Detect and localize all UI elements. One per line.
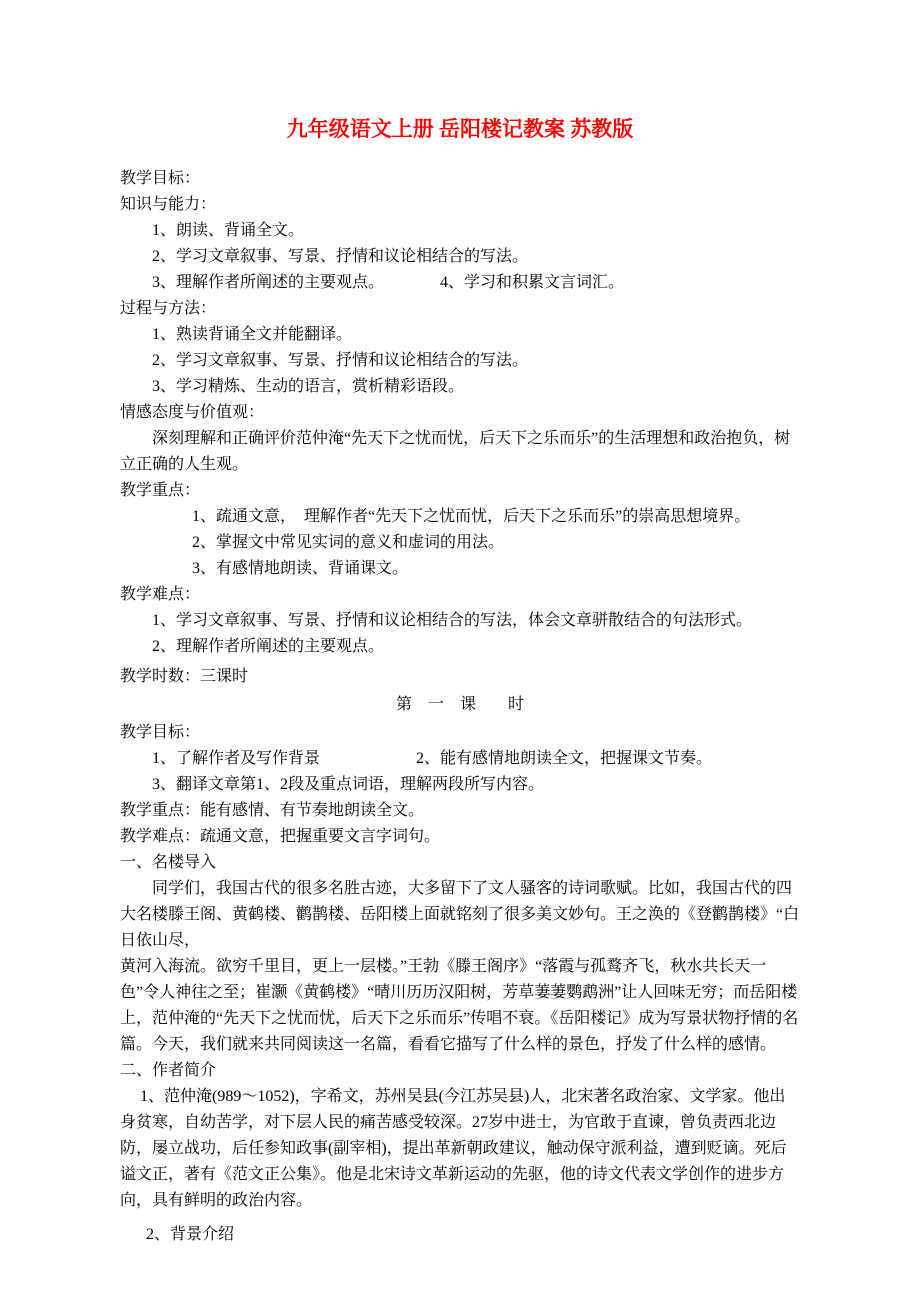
doc-line: 3、理解作者所阐述的主要观点。 4、学习和积累文言词汇。 — [152, 274, 625, 291]
doc-line: 2、学习文章叙事、写景、抒情和议论相结合的写法。 — [152, 352, 529, 369]
doc-line: 一、名楼导入 — [120, 854, 217, 871]
doc-line: 3、有感情地朗读、背诵课文。 — [192, 560, 409, 577]
doc-line: 2、学习文章叙事、写景、抒情和议论相结合的写法。 — [152, 248, 529, 265]
doc-line: 深刻理解和正确评价范仲淹“先天下之忧而忧，后天下之乐而乐”的生活理想和政治抱负，树立正确的人生观。 — [120, 430, 791, 473]
doc-line: 1、范仲淹(989～1052)，字希文，苏州吴县(今江苏吴县)人，北宋著名政治家、文学家。他出身贫寒，自幼苦学，对下层人民的痛苦感受较深。27岁中进士，为官敢于直谏，曾负责西北边防，屡立战功，后任参知政事(副宰相)，提出革新朝政建议，触动保守派利益，遭到贬谪。死后谥文正，著有《范文正公集》。他是北宋诗文革新运动的先驱，他的诗文代表文学创作的进步方向，具有鲜明的政治内容。 — [120, 1088, 787, 1209]
doc-line: 2、理解作者所阐述的主要观点。 — [152, 638, 385, 655]
doc-line: 1、朗读、背诵全文。 — [152, 222, 305, 239]
document-body — [120, 166, 800, 1248]
doc-line: 1、疏通文意， 理解作者“先天下之忧而忧，后天下之乐而乐”的崇高思想境界。 — [192, 508, 751, 525]
doc-line: 情感态度与价值观： — [120, 404, 265, 421]
doc-line: 2、掌握文中常见实词的意义和虚词的用法。 — [192, 534, 505, 551]
doc-line: 二、作者简介 — [120, 1062, 217, 1079]
doc-line: 教学难点：疏通文意，把握重要文言字词句。 — [120, 828, 441, 845]
doc-line: 黄河入海流。欲穷千里目，更上一层楼。”王勃《滕王阁序》“落霞与孤鹜齐飞，秋水共长天一色”令人神往之至；崔灏《黄鹤楼》“晴川历历汉阳树，芳草萋萋鹦鹉洲”让人回味无穷；而岳阳楼上，范仲淹的“先天下之忧而忧，后天下之乐而乐”传唱不衰。《岳阳楼记》成为写景状物抒情的名篇。今天，我们就来共同阅读这一名篇，看看它描写了什么样的景色，抒发了什么样的感情。 — [120, 958, 799, 1053]
doc-line: 教学时数：三课时 — [120, 668, 249, 685]
doc-line: 教学目标： — [120, 724, 201, 741]
doc-line: 知识与能力： — [120, 196, 217, 213]
doc-line: 3、学习精炼、生动的语言，赏析精彩语段。 — [152, 378, 465, 395]
doc-line: 2、背景介绍 — [146, 1226, 235, 1243]
doc-line: 教学难点： — [120, 586, 201, 603]
doc-line: 第 一 课 时 — [395, 696, 524, 713]
doc-line: 教学重点： — [120, 482, 201, 499]
doc-line: 1、学习文章叙事、写景、抒情和议论相结合的写法，体会文章骈散结合的句法形式。 — [152, 612, 753, 629]
doc-line: 1、了解作者及写作背景 2、能有感情地朗读全文，把握课文节奏。 — [152, 750, 713, 767]
doc-line: 3、翻译文章第1、2段及重点词语，理解两段所写内容。 — [152, 776, 545, 793]
doc-line: 教学目标： — [120, 170, 201, 187]
doc-line: 教学重点：能有感情、有节奏地朗读全文。 — [120, 802, 425, 819]
doc-line: 过程与方法： — [120, 300, 217, 317]
page-title: 九年级语文上册 岳阳楼记教案 苏教版 — [286, 117, 634, 141]
doc-line: 同学们，我国古代的很多名胜古迹，大多留下了文人骚客的诗词歌赋。比如，我国古代的四大名楼滕王阁、黄鹤楼、鹳鹊楼、岳阳楼上面就铭刻了很多美文妙句。王之涣的《登鹳鹊楼》“白日依山尽， — [120, 880, 800, 949]
doc-line: 1、熟读背诵全文并能翻译。 — [152, 326, 353, 343]
